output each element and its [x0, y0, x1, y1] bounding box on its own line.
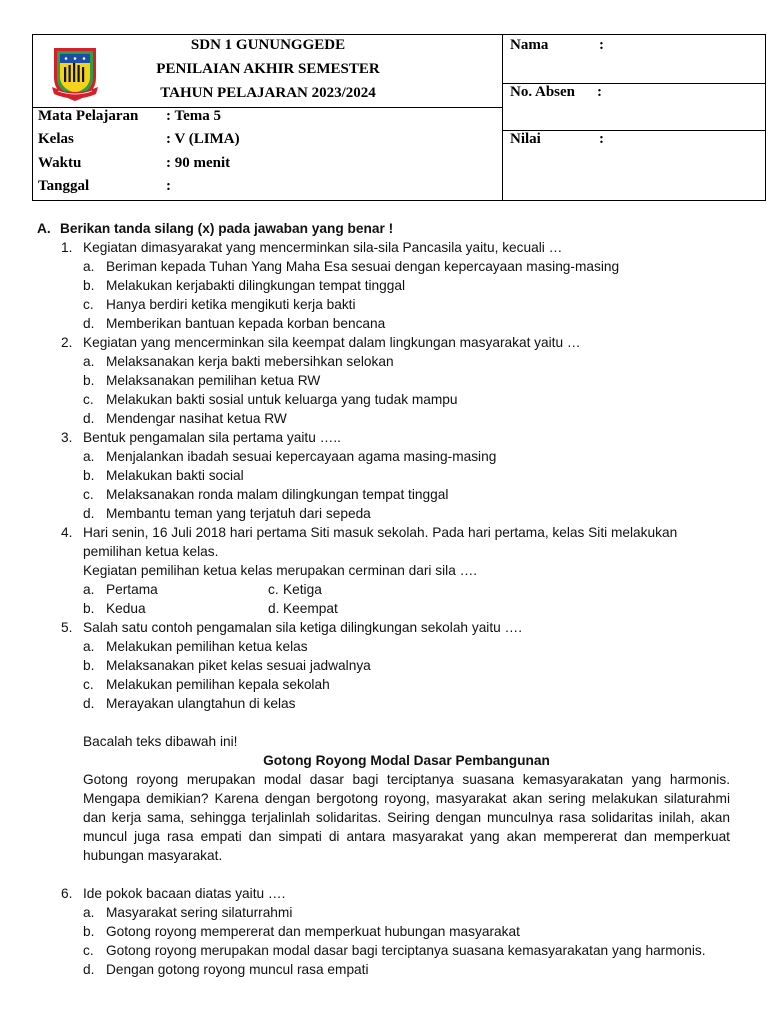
question-4-options-row-2 — [0, 599, 768, 618]
option-letter: c. — [83, 487, 94, 502]
section-a-marker: A. — [37, 221, 51, 236]
option-text: Masyarakat sering silaturrahmi — [106, 905, 293, 920]
option-letter: c. — [83, 943, 94, 958]
student-name-colon: : — [599, 37, 604, 53]
question-3-option-a — [0, 447, 768, 466]
question-1-option-b — [0, 276, 768, 295]
option-letter: b. — [83, 601, 95, 616]
option-letter: a. — [83, 354, 95, 369]
spacer — [0, 865, 768, 884]
option-letter: a. — [83, 639, 95, 654]
question-2-text: Kegiatan yang mencerminkan sila keempat dalam lingkungan masyarakat yaitu … — [83, 335, 581, 350]
score-label: Nilai — [510, 131, 541, 147]
option-letter: d. — [268, 601, 280, 616]
option-text: Beriman kepada Tuhan Yang Maha Esa sesuai dengan kepercayaan masing-masing — [106, 259, 620, 274]
option-text: Pertama — [106, 582, 158, 597]
option-text: Keempat — [283, 601, 338, 616]
question-4-number: 4. — [61, 525, 73, 540]
question-5-option-d — [0, 694, 768, 713]
question-6-number: 6. — [61, 886, 73, 901]
option-text: Merayakan ulangtahun di kelas — [106, 696, 296, 711]
question-5-option-c — [0, 675, 768, 694]
question-2-row — [0, 333, 768, 352]
reading-paragraph-line: Mengapa demikian? Karena dengan bergotong royong, masyarakat akan sering melakukan silaturahmi — [83, 791, 730, 806]
option-text: Melakukan bakti social — [106, 468, 244, 483]
section-a-instruction: Berikan tanda silang (x) pada jawaban yang benar ! — [60, 221, 394, 236]
question-1-text: Kegiatan dimasyarakat yang mencerminkan sila-sila Pancasila yaitu, kecuali … — [83, 240, 563, 255]
reading-paragraph-line: muncul juga rasa empati dan simpati di antara masyarakat yang akan mempererat dan memperkuat — [83, 829, 730, 844]
question-2-number: 2. — [61, 335, 73, 350]
question-4-continuation — [0, 542, 768, 561]
option-letter: d. — [83, 411, 95, 426]
option-text: Gotong royong merupakan modal dasar bagi terciptanya suasana kemasyarakatan yang harmonis. — [106, 943, 706, 958]
option-text: Melaksanakan ronda malam dilingkungan tempat tinggal — [106, 487, 449, 502]
question-2-option-c — [0, 390, 768, 409]
option-text: Melaksanakan kerja bakti mebersihkan selokan — [106, 354, 394, 369]
question-5-option-a — [0, 637, 768, 656]
reading-paragraph-line: hubungan masyarakat. — [83, 848, 223, 863]
option-letter: d. — [83, 316, 95, 331]
question-6-option-a — [0, 903, 768, 922]
academic-year: TAHUN PELAJARAN 2023/2024 — [160, 85, 376, 101]
question-1-option-d — [0, 314, 768, 333]
question-1-option-c — [0, 295, 768, 314]
question-3-option-b — [0, 466, 768, 485]
question-1-row — [0, 238, 768, 257]
option-letter: c. — [83, 297, 94, 312]
option-text: Ketiga — [283, 582, 322, 597]
question-3-text: Bentuk pengamalan sila pertama yaitu ….. — [83, 430, 341, 445]
option-text: Melaksanakan piket kelas sesuai jadwalnya — [106, 658, 371, 673]
option-letter: b. — [83, 658, 95, 673]
date-label: Tanggal — [38, 178, 90, 194]
question-3-number: 3. — [61, 430, 73, 445]
question-4-prompt: Kegiatan pemilihan ketua kelas merupakan cerminan dari sila …. — [83, 563, 478, 578]
reading-title-row — [0, 751, 768, 770]
question-4-prompt-row — [0, 561, 768, 580]
question-5-number: 5. — [61, 620, 73, 635]
class-value: : V (LIMA) — [166, 131, 240, 147]
question-3-row — [0, 428, 768, 447]
question-1-option-a — [0, 257, 768, 276]
question-5-row — [0, 618, 768, 637]
subject-value: : Tema 5 — [166, 108, 222, 124]
option-letter: b. — [83, 924, 95, 939]
option-letter: a. — [83, 449, 95, 464]
exam-title: PENILAIAN AKHIR SEMESTER — [156, 61, 380, 77]
question-6-option-b — [0, 922, 768, 941]
option-text: Kedua — [106, 601, 146, 616]
option-letter: c. — [83, 677, 94, 692]
school-name: SDN 1 GUNUNGGEDE — [190, 37, 346, 53]
option-letter: a. — [83, 259, 95, 274]
question-6-text: Ide pokok bacaan diatas yaitu …. — [83, 886, 286, 901]
question-2-option-a — [0, 352, 768, 371]
duration-value: : 90 menit — [166, 155, 231, 171]
option-letter: c. — [83, 392, 94, 407]
reading-instruction-row — [0, 732, 768, 751]
header-table — [32, 34, 766, 201]
subject-label: Mata Pelajaran — [38, 108, 139, 124]
option-text: Dengan gotong royong muncul rasa empati — [106, 962, 369, 977]
reading-paragraph-line: dan kerja sama, sehingga terjalinlah solidaritas. Seiring dengan munculnya rasa solidaritas inilah, akan — [83, 810, 730, 825]
absence-number-colon: : — [597, 84, 602, 100]
student-name-label: Nama — [510, 37, 549, 53]
class-label: Kelas — [38, 131, 74, 147]
question-5-text: Salah satu contoh pengamalan sila ketiga dilingkungan sekolah yaitu …. — [83, 620, 523, 635]
question-1-number: 1. — [61, 240, 73, 255]
option-text: Hanya berdiri ketika mengikuti kerja bakti — [106, 297, 356, 312]
question-6-row — [0, 884, 768, 903]
question-4-options-row-1 — [0, 580, 768, 599]
question-3-option-c — [0, 485, 768, 504]
option-letter: b. — [83, 373, 95, 388]
option-letter: b. — [83, 468, 95, 483]
option-letter: a. — [83, 905, 95, 920]
option-text: Menjalankan ibadah sesuai kepercayaan agama masing-masing — [106, 449, 497, 464]
question-4-row — [0, 523, 768, 542]
option-letter: c. — [268, 582, 279, 597]
score-colon: : — [599, 131, 604, 147]
table-divider-absence — [503, 130, 765, 131]
question-5-option-b — [0, 656, 768, 675]
option-text: Melakukan pemilihan kepala sekolah — [106, 677, 330, 692]
reading-title: Gotong Royong Modal Dasar Pembangunan — [263, 753, 550, 768]
option-text: Melakukan pemilihan ketua kelas — [106, 639, 308, 654]
spacer — [0, 713, 768, 732]
section-a-heading — [0, 219, 768, 238]
absence-number-label: No. Absen — [510, 84, 576, 100]
option-letter: b. — [83, 278, 95, 293]
option-letter: d. — [83, 696, 95, 711]
option-text: Gotong royong mempererat dan memperkuat hubungan masyarakat — [106, 924, 520, 939]
option-text: Memberikan bantuan kepada korban bencana — [106, 316, 386, 331]
reading-paragraph-line: Gotong royong merupakan modal dasar bagi terciptanya suasana kemasyarakatan yang harmonis. — [83, 772, 730, 787]
reading-instruction: Bacalah teks dibawah ini! — [83, 734, 238, 749]
question-4-text-line-2: pemilihan ketua kelas. — [83, 544, 219, 559]
date-value: : — [166, 178, 171, 194]
option-letter: a. — [83, 582, 95, 597]
question-6-option-d — [0, 960, 768, 979]
question-2-option-d — [0, 409, 768, 428]
option-text: Melakukan bakti sosial untuk keluarga yang tudak mampu — [106, 392, 458, 407]
option-text: Mendengar nasihat ketua RW — [106, 411, 287, 426]
option-text: Membantu teman yang terjatuh dari sepeda — [106, 506, 371, 521]
exam-content — [0, 219, 768, 979]
option-text: Melaksanakan pemilihan ketua RW — [106, 373, 321, 388]
duration-label: Waktu — [38, 155, 82, 171]
question-3-option-d — [0, 504, 768, 523]
question-4-text-line-1: Hari senin, 16 Juli 2018 hari pertama Siti masuk sekolah. Pada hari pertama, kelas Siti melakukan — [83, 525, 678, 540]
option-letter: d. — [83, 506, 95, 521]
option-text: Melakukan kerjabakti dilingkungan tempat tinggal — [106, 278, 406, 293]
question-6-option-c — [0, 941, 768, 960]
question-2-option-b — [0, 371, 768, 390]
option-letter: d. — [83, 962, 95, 977]
